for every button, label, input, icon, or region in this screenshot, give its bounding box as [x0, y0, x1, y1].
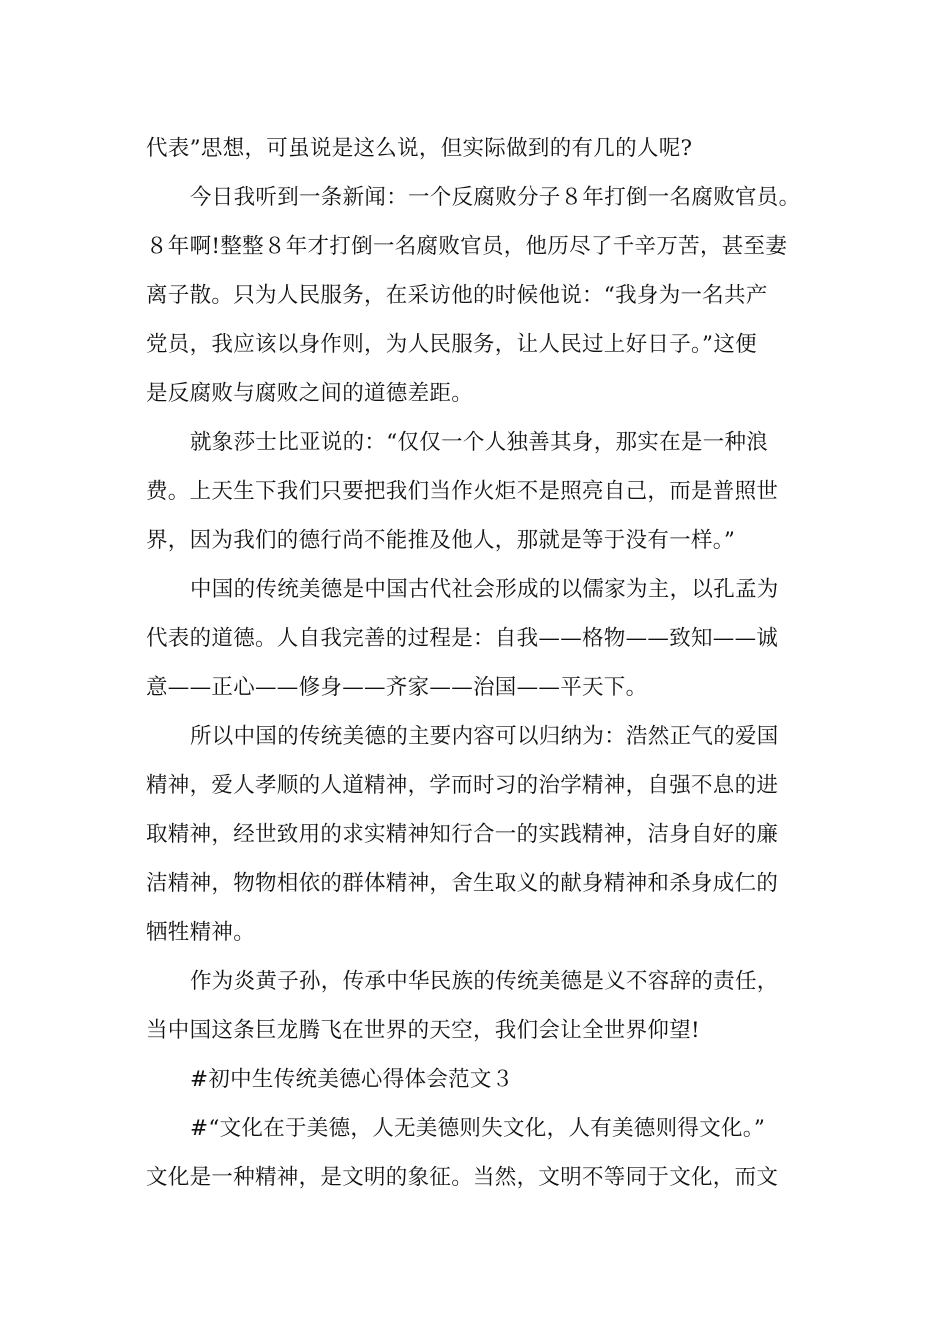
text-line: 中国的传统美德是中国古代社会形成的以儒家为主，以孔孟为 — [190, 577, 779, 602]
text-line: 是反腐败与腐败之间的道德差距。 — [146, 381, 474, 406]
section-heading: #初中生传统美德心得体会范文３ — [190, 1067, 514, 1092]
text-line: 费。上天生下我们只要把我们当作火炬不是照亮自己，而是普照世 — [146, 479, 779, 504]
text-line: 党员，我应该以身作则，为人民服务，让人民过上好日子。”这便 — [146, 332, 757, 357]
text-line: 文化是一种精神，是文明的象征。当然，文明不等同于文化，而文 — [146, 1165, 779, 1190]
text-line: 就象莎士比亚说的：“仅仅一个人独善其身，那实在是一种浪 — [190, 430, 769, 455]
text-line: 意——正心——修身——齐家——治国——平天下。 — [146, 675, 648, 700]
text-line: 离子散。只为人民服务，在采访他的时候他说：“我身为一名共产 — [146, 283, 768, 308]
text-line: 代表的道德。人自我完善的过程是：自我——格物——致知——诚 — [146, 626, 779, 651]
text-line: 取精神，经世致用的求实精神知行合一的实践精神，洁身自好的廉 — [146, 822, 779, 847]
text-line: 精神，爱人孝顺的人道精神，学而时习的治学精神，自强不息的进 — [146, 773, 779, 798]
text-line: 作为炎黄子孙，传承中华民族的传统美德是义不容辞的责任， — [190, 969, 779, 994]
text-line: 洁精神，物物相依的群体精神，舍生取义的献身精神和杀身成仁的 — [146, 871, 779, 896]
text-line: 代表”思想，可虽说是这么说，但实际做到的有几的人呢? — [146, 136, 693, 161]
text-line: 今日我听到一条新闻：一个反腐败分子８年打倒一名腐败官员。 — [190, 185, 801, 210]
text-line: 当中国这条巨龙腾飞在世界的天空，我们会让全世界仰望! — [146, 1018, 700, 1043]
text-line: 所以中国的传统美德的主要内容可以归纳为：浩然正气的爱国 — [190, 724, 779, 749]
text-line: #“文化在于美德，人无美德则失文化，人有美德则得文化。” — [190, 1116, 766, 1141]
text-line: ８年啊!整整８年才打倒一名腐败官员，他历尽了千辛万苦，甚至妻 — [146, 234, 788, 259]
text-line: 牺牲精神。 — [146, 920, 256, 945]
text-line: 界，因为我们的德行尚不能推及他人，那就是等于没有一样。” — [146, 528, 736, 553]
